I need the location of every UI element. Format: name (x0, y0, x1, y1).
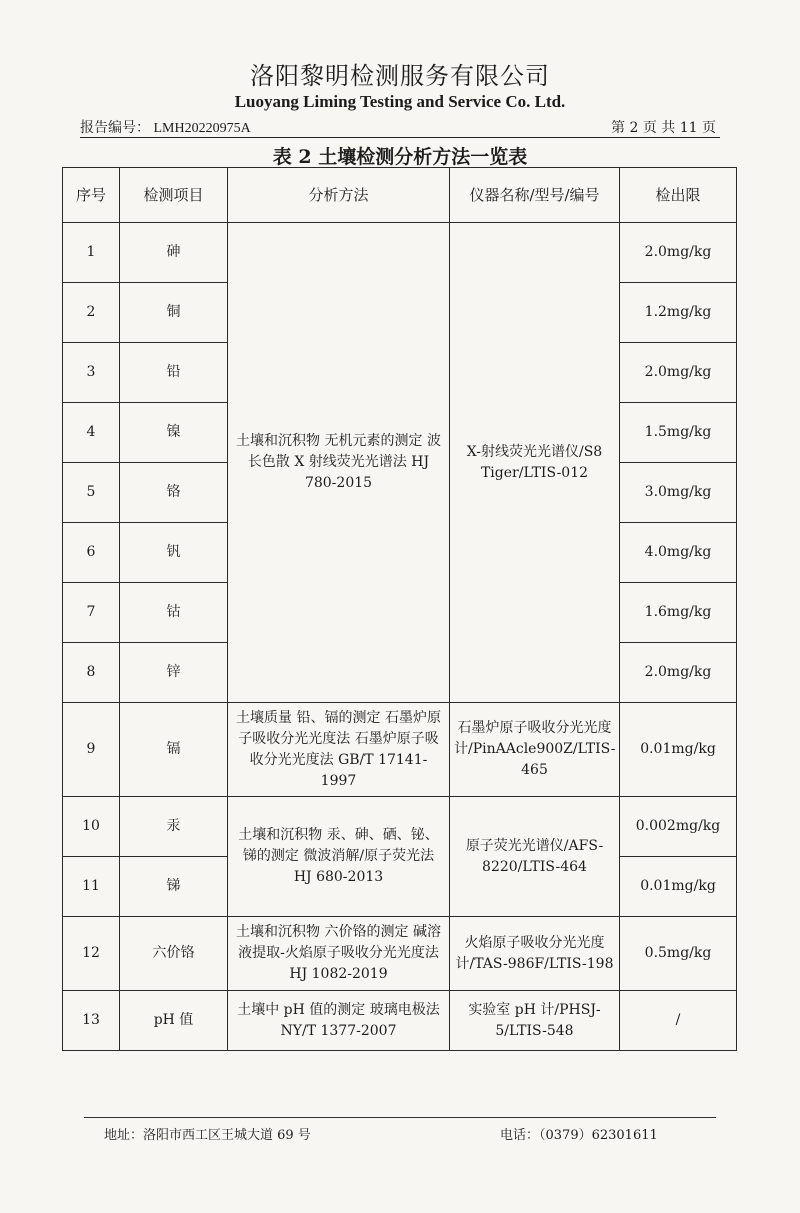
row-item: 铬 (120, 463, 228, 523)
page-indicator: 第 2 页 共 11 页 (611, 120, 716, 136)
table-row (63, 703, 737, 797)
row-limit: 4.0mg/kg (620, 523, 737, 583)
method-cell: 土壤和沉积物 汞、砷、硒、铋、锑的测定 微波消解/原子荧光法 HJ 680-2013 (228, 797, 450, 917)
col-header-no: 序号 (63, 168, 120, 223)
method-cell: 土壤和沉积物 无机元素的测定 波长色散 X 射线荧光光谱法 HJ 780-2015 (228, 223, 450, 703)
table-row (63, 223, 737, 283)
row-no: 1 (63, 223, 120, 283)
row-no: 5 (63, 463, 120, 523)
row-no: 2 (63, 283, 120, 343)
row-no: 7 (63, 583, 120, 643)
method-cell: 土壤中 pH 值的测定 玻璃电极法 NY/T 1377-2007 (228, 991, 450, 1051)
row-item: 钒 (120, 523, 228, 583)
instrument-cell: X-射线荧光光谱仪/S8 Tiger/LTIS-012 (450, 223, 620, 703)
row-no: 3 (63, 343, 120, 403)
col-header-instrument: 仪器名称/型号/编号 (450, 168, 620, 223)
row-limit: 1.5mg/kg (620, 403, 737, 463)
methods-table (62, 167, 737, 1051)
row-no: 13 (63, 991, 120, 1051)
table-title: 表 2 土壤检测分析方法一览表 (272, 146, 528, 168)
row-limit: 0.5mg/kg (620, 917, 737, 991)
row-no: 6 (63, 523, 120, 583)
row-item: pH 值 (120, 991, 228, 1051)
row-limit: 3.0mg/kg (620, 463, 737, 523)
header-divider (80, 137, 720, 138)
row-item: 铅 (120, 343, 228, 403)
col-header-item: 检测项目 (120, 168, 228, 223)
row-item: 镉 (120, 703, 228, 797)
row-limit: 0.01mg/kg (620, 857, 737, 917)
row-no: 12 (63, 917, 120, 991)
instrument-cell: 火焰原子吸收分光光度计/TAS-986F/LTIS-198 (450, 917, 620, 991)
row-limit: 2.0mg/kg (620, 343, 737, 403)
table-row (63, 917, 737, 991)
footer-divider (84, 1117, 716, 1118)
row-limit: 0.01mg/kg (620, 703, 737, 797)
row-limit: 0.002mg/kg (620, 797, 737, 857)
table-row (63, 797, 737, 857)
footer-address: 地址：洛阳市西工区王城大道 69 号 (104, 1128, 311, 1143)
method-cell: 土壤和沉积物 六价铬的测定 碱溶液提取-火焰原子吸收分光光度法 HJ 1082-2019 (228, 917, 450, 991)
instrument-cell: 实验室 pH 计/PHSJ-5/LTIS-548 (450, 991, 620, 1051)
row-item: 镍 (120, 403, 228, 463)
instrument-cell: 原子荧光光谱仪/AFS-8220/LTIS-464 (450, 797, 620, 917)
row-item: 钴 (120, 583, 228, 643)
row-limit: 2.0mg/kg (620, 223, 737, 283)
row-no: 8 (63, 643, 120, 703)
row-item: 锑 (120, 857, 228, 917)
col-header-limit: 检出限 (620, 168, 737, 223)
row-limit: 1.2mg/kg (620, 283, 737, 343)
row-item: 锌 (120, 643, 228, 703)
company-name-cn: 洛阳黎明检测服务有限公司 (250, 62, 550, 90)
col-header-method: 分析方法 (228, 168, 450, 223)
row-no: 9 (63, 703, 120, 797)
footer-phone: 电话：（0379）62301611 (500, 1128, 658, 1143)
row-limit: / (620, 991, 737, 1051)
table-header-row (63, 168, 737, 223)
row-no: 4 (63, 403, 120, 463)
method-cell: 土壤质量 铅、镉的测定 石墨炉原子吸收分光光度法 石墨炉原子吸收分光光度法 GB/T 17141-1997 (228, 703, 450, 797)
row-limit: 2.0mg/kg (620, 643, 737, 703)
row-item: 六价铬 (120, 917, 228, 991)
row-limit: 1.6mg/kg (620, 583, 737, 643)
row-item: 汞 (120, 797, 228, 857)
instrument-cell: 石墨炉原子吸收分光光度计/PinAAcle900Z/LTIS-465 (450, 703, 620, 797)
company-name-en: Luoyang Liming Testing and Service Co. Ltd. (234, 92, 566, 111)
row-no: 11 (63, 857, 120, 917)
row-no: 10 (63, 797, 120, 857)
table-row (63, 991, 737, 1051)
row-item: 砷 (120, 223, 228, 283)
row-item: 铜 (120, 283, 228, 343)
report-number: 报告编号： LMH20220975A (80, 121, 251, 136)
